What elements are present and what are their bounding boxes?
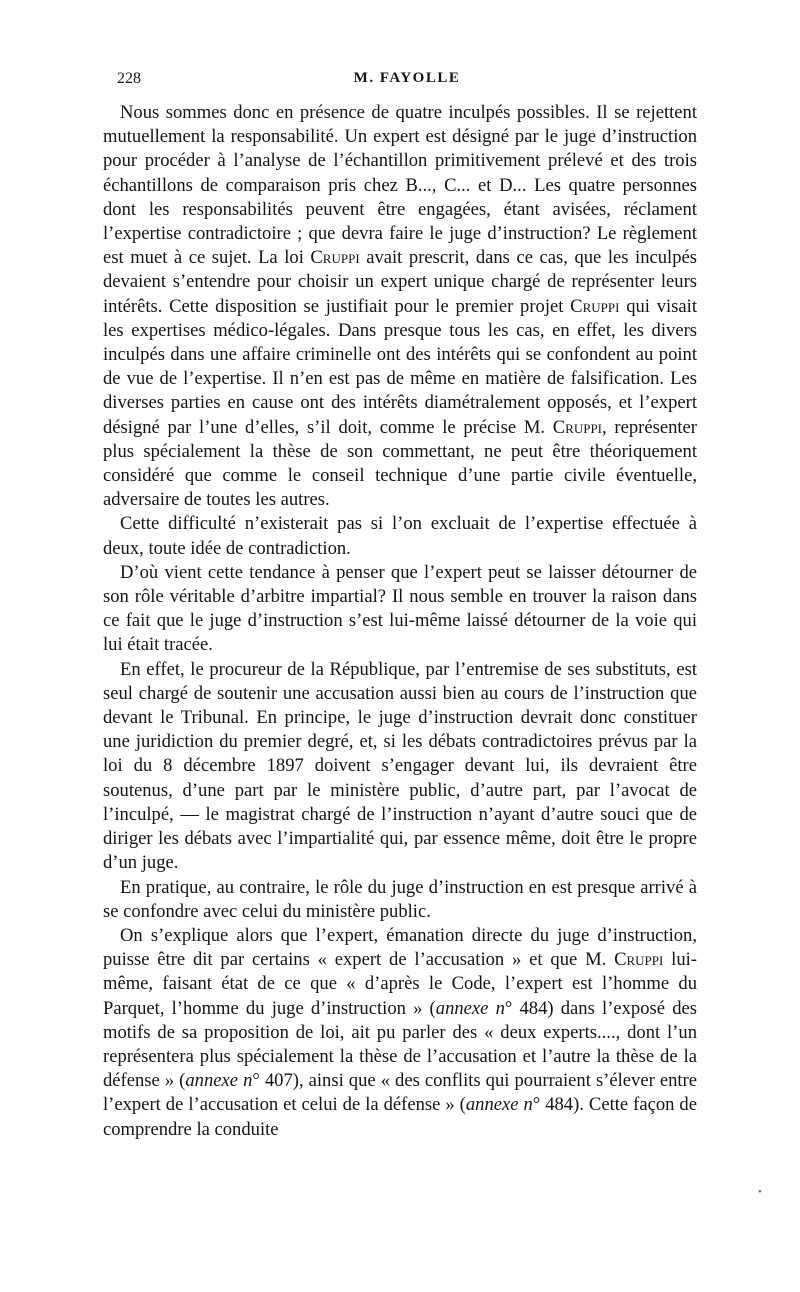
italic-reference: annexe n — [465, 1094, 533, 1116]
scan-speck: • — [758, 1186, 762, 1198]
running-head-author: M. FAYOLLE — [353, 70, 461, 86]
italic-reference: annexe n — [435, 997, 505, 1019]
smallcaps-name: Cruppi — [614, 949, 664, 971]
body-text — [103, 101, 697, 1142]
running-header — [117, 70, 697, 94]
paragraph: En pratique, au contraire, le rôle du juge d’instruction en est presque arrivé à se confondre avec celui du ministère public. — [103, 876, 697, 922]
paragraph: On s’explique alors que l’expert, émanation directe du juge d’instruction, puisse être dit par certains « expert de l’accusation » et que M. Cruppi lui-même, faisant état de ce que « d’après le Code, l’expert est l’homme du Parquet, l’homme du juge d’instruction » (annexe n° 484) dans l’exposé des motifs de sa proposition de loi, ait pu parler des « deux experts...., dont l’un représentera plus spécialement la thèse de l’accusation et l’autre la thèse de la défense » (annexe n° 407), ainsi que « des conflits qui pourraient s’élever entre l’expert de l’accusation et celui de la défense » (annexe n° 484). Cette façon de comprendre la conduite — [103, 924, 697, 1140]
paragraph: En effet, le procureur de la République, par l’entremise de ses substituts, est seul chargé de soutenir une accusation aussi bien au cours de l’instruction que devant le Tribunal. En principe, le juge d’instruction devrait donc constituer une juridiction du premier degré, et, si les débats contradictoires prévus par la loi du 8 décembre 1897 doivent s’engager devant lui, ils devraient être soutenus, d’une part par le ministère public, d’autre part, par l’avocat de l’inculpé, — le magistrat chargé de l’instruction n’ayant d’autre souci que de diriger les débats avec l’impartialité qui, par essence même, doit être le propre d’un juge. — [103, 658, 697, 874]
paragraph: Cette difficulté n’existerait pas si l’on excluait de l’expertise effectuée à deux, toute idée de contradiction. — [103, 513, 697, 559]
smallcaps-name: Cruppi — [570, 295, 620, 317]
smallcaps-name: Cruppi — [310, 247, 360, 269]
paragraph: D’où vient cette tendance à penser que l’expert peut se laisser détourner de son rôle véritable d’arbitre impartial? Il nous semble en trouver la raison dans ce fait que le juge d’instruction s’est lui-même laissé détourner de la voie qui lui était tracée. — [103, 561, 697, 656]
italic-reference: annexe n — [185, 1070, 253, 1092]
paragraph: Nous sommes donc en présence de quatre inculpés possibles. Il se rejettent mutuellement la responsabilité. Un expert est désigné par le juge d’instruction pour procéder à l’analyse de l’échantillon primitivement prélevé et des trois échantillons de comparaison pris chez B..., C... et D... Les quatre personnes dont les responsabilités peuvent être engagées, étant avisées, réclament l’expertise contradictoire ; que devra faire le juge d’instruction? Le règlement est muet à ce sujet. La loi Cruppi avait prescrit, dans ce cas, que les inculpés devaient s’entendre pour choisir un expert unique chargé de représenter leurs intérêts. Cette disposition se justifiait pour le premier projet Cruppi qui visait les expertises médico-légales. Dans presque tous les cas, en effet, les divers inculpés dans une affaire criminelle ont des intérêts qui se confondent au point de vue de l’expertise. Il n’en est pas de même en matière de falsification. Les diverses parties en cause ont des intérêts diamétralement opposés, et l’expert désigné par l’une d’elles, s’il doit, comme le précise M. Cruppi, représenter plus spécialement la thèse de son commettant, ne peut être théoriquement considéré que comme le conseil technique d’une partie civile éventuelle, adversaire de toutes les autres. — [103, 102, 697, 511]
smallcaps-name: Cruppi — [552, 416, 603, 438]
page-number: 228 — [117, 70, 141, 87]
